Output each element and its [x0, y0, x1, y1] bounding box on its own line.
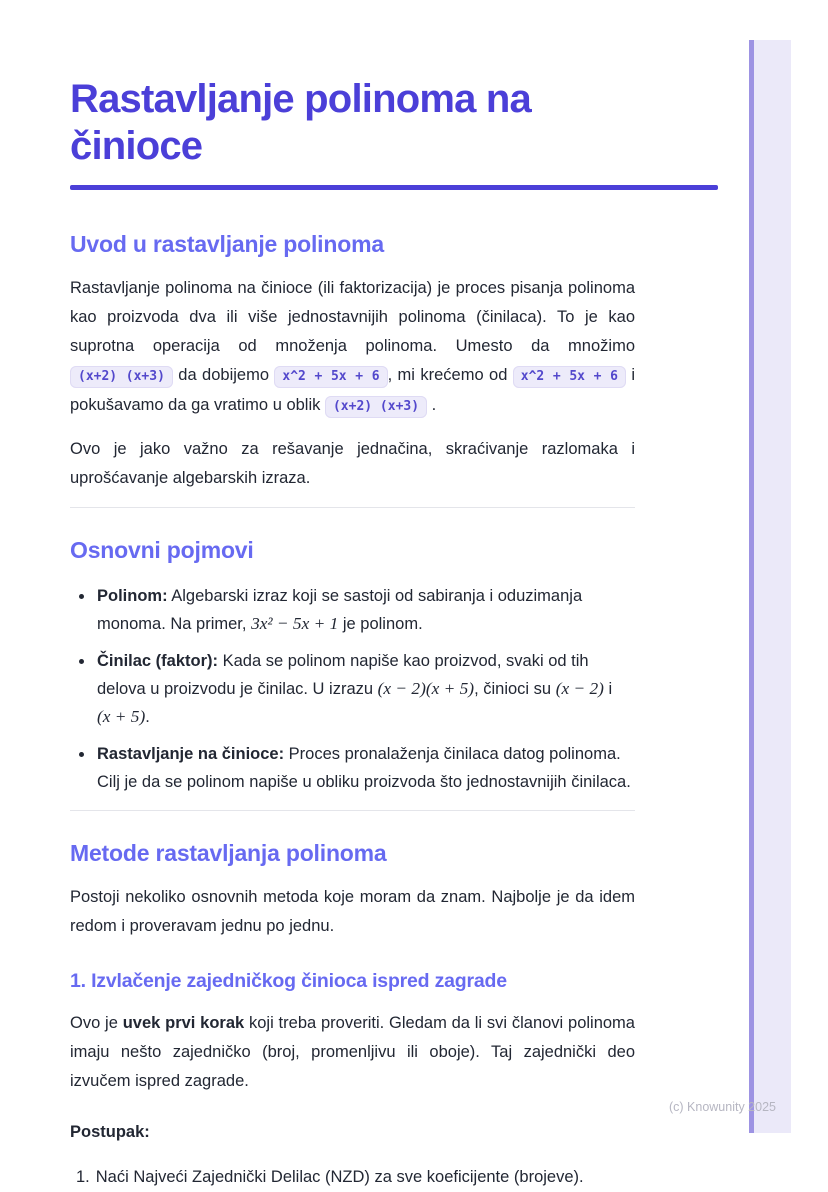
text-segment: je polinom.: [338, 615, 423, 633]
method-1-paragraph: [70, 1009, 635, 1096]
section-heading-intro: Uvod u rastavljanje polinoma: [70, 231, 384, 257]
concept-list: [70, 582, 635, 796]
list-item-polinom: [95, 582, 635, 638]
text-segment: , činioci su: [474, 680, 556, 698]
section-heading-methods: Metode rastavljanja polinoma: [70, 840, 387, 866]
list-item-rastavljanje: [95, 740, 635, 796]
step-number: 1.: [76, 1168, 90, 1186]
inline-code-chip: x^2 + 5x + 6: [274, 366, 387, 388]
inline-code-chip: (x+2) (x+3): [70, 366, 173, 388]
steps-label: Postupak:: [70, 1123, 150, 1141]
text-segment: , mi krećemo od: [387, 366, 513, 384]
text-segment: i pokušavamo da ga vratimo u oblik: [70, 366, 636, 414]
text-segment: i: [603, 680, 613, 698]
math-expression: (x − 2)(x + 5): [377, 679, 475, 698]
text-segment: Ovo je: [70, 1014, 123, 1032]
text-segment: koji treba proveriti. Gledam da li svi članovi polinoma imaju nešto zajedničko (broj, promenljivu ili oboje). Taj zajednički deo izvučem ispred zagrade.: [70, 1014, 635, 1090]
method-1-heading: 1. Izvlačenje zajedničkog činioca ispred zagrade: [70, 970, 507, 992]
text-segment: da dobijemo: [172, 366, 275, 384]
math-expression: (x + 5): [97, 707, 146, 726]
text-segment: Rastavljanje polinoma na činioce (ili faktorizacija) je proces pisanja polinoma kao proizvoda dva ili više jednostavnijih polinoma (činilaca). To je kao suprotna operacija od množenja polinoma. Umesto da množimo: [70, 279, 635, 355]
section-divider: [70, 810, 635, 811]
steps-list: [70, 1163, 635, 1192]
document-content: [70, 76, 635, 1192]
intro-paragraph-2: Ovo je jako važno za rešavanje jednačina, skraćivanje razlomaka i uprošćavanje algebarskih izraza.: [70, 440, 635, 487]
term-label: Rastavljanje na činioce:: [97, 745, 285, 763]
title-underline-rule: [70, 185, 718, 190]
math-expression: (x − 2): [555, 679, 604, 698]
text-segment: .: [145, 708, 150, 726]
page-title: Rastavljanje polinoma na činioce: [70, 77, 531, 168]
step-item: [76, 1163, 635, 1192]
list-item-cinilac: [95, 647, 635, 731]
math-expression: 3x² − 5x + 1: [251, 614, 339, 633]
inline-code-chip: (x+2) (x+3): [325, 396, 427, 418]
term-label: Činilac (faktor):: [97, 652, 219, 670]
methods-intro-paragraph: Postoji nekoliko osnovnih metoda koje moram da znam. Najbolje je da idem redom i proveravam jednu po jednu.: [70, 888, 635, 935]
term-label: Polinom:: [97, 587, 168, 605]
text-segment: Proces pronalaženja činilaca datog polinoma. Cilj je da se polinom napiše u obliku proizvoda što jednostavnijih činilaca.: [97, 745, 631, 791]
emphasized-text: uvek prvi korak: [122, 1014, 245, 1032]
intro-paragraph-1: [70, 274, 635, 421]
copyright-notice: (c) Knowunity 2025: [668, 1100, 776, 1114]
text-segment: .: [431, 396, 437, 414]
inline-code-chip: x^2 + 5x + 6: [513, 366, 626, 388]
page-edge-accent-strip: [749, 40, 791, 1133]
text-segment: Algebarski izraz koji se sastoji od sabiranja i oduzimanja monoma. Na primer,: [97, 587, 583, 633]
section-heading-concepts: Osnovni pojmovi: [70, 537, 254, 563]
text-segment: Kada se polinom napiše kao proizvod, svaki od tih delova u proizvodu je činilac. U izrazu: [97, 652, 589, 698]
section-divider: [70, 507, 635, 508]
step-text: Naći Najveći Zajednički Delilac (NZD) za sve koeficijente (brojeve).: [95, 1168, 584, 1186]
